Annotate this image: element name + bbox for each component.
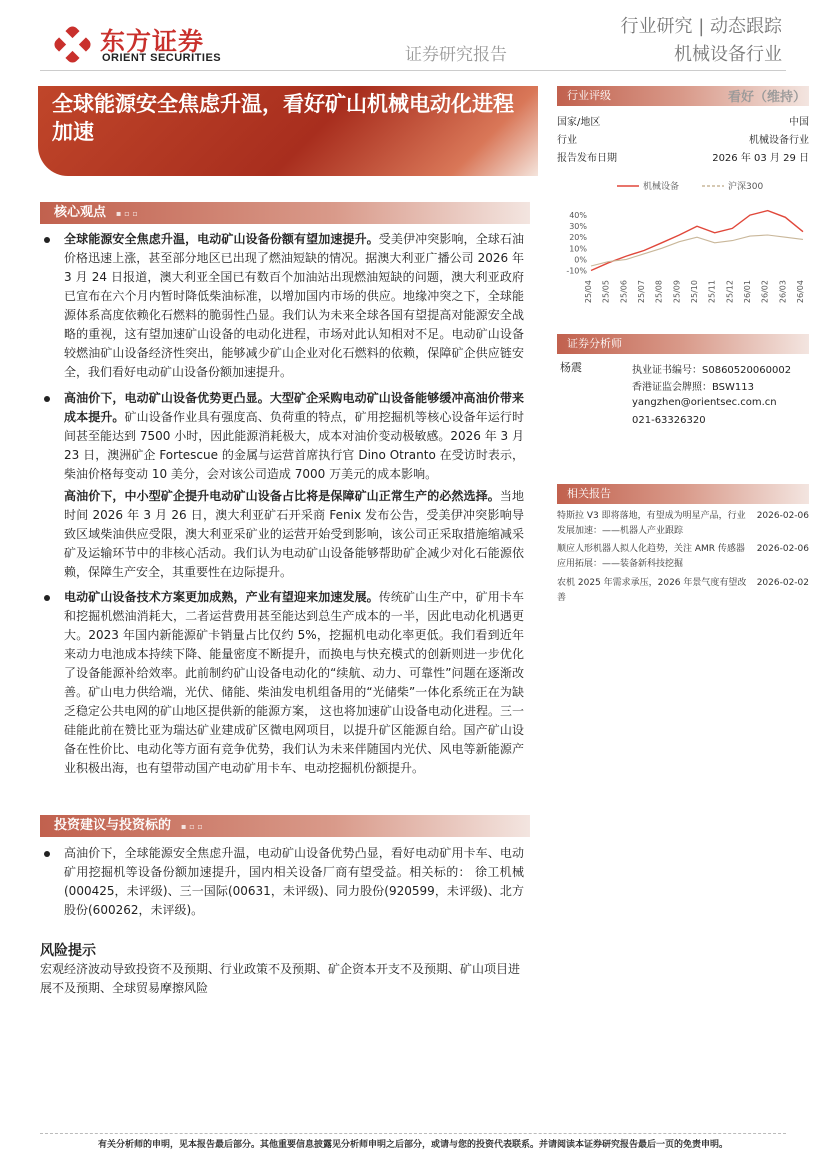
footer-disclaimer: 有关分析师的申明，见本报告最后部分。其他重要信息披露见分析师申明之后部分，或请与您的投资代表联系。并请阅读本证券研究报告最后一页的免责申明。 [97,1140,728,1150]
x-tick-label: 25/04 [584,280,593,304]
x-tick-label: 25/12 [725,280,735,304]
related-report-item[interactable] [557,576,809,606]
y-tick-label: 30% [569,222,587,232]
info-row-region [557,113,809,128]
series-line-hs300 [591,235,803,266]
info-value: 机械设备行业 [749,135,809,146]
report-title: 全球能源安全焦虑升温，看好矿山机械电动化进程加速 [52,92,514,144]
related-report-item[interactable] [557,542,809,572]
info-value: 中国 [789,117,809,128]
viewpoint-2-body: 矿山设备作业具有强度高、负荷重的特点，矿用挖掘机等核心设备年运行时间甚至能达到 7500 小时，因此能源消耗极大，成本对油价变动极敏感。2026 年 3 月 23 日，澳洲矿企 Fortescue 的金属与运营首席执行官 Dino Otranto 在受访时表示，柴油价格每变动 10 美分，会对该公司造成 7000 万美元的成本影响。 [64,410,524,481]
bullet-icon [44,396,50,402]
viewpoint-3-heading: 电动矿山设备技术方案更加成熟，产业有望迎来加速发展。 [64,590,379,604]
viewpoint-paragraph-2b [64,487,524,587]
legend-label: 机械设备 [643,182,680,192]
industry-rating: 看好（维持） [727,90,806,105]
related-report-date: 2026-02-06 [756,511,809,521]
related-label: 相关报告 [567,487,611,500]
analyst-label: 证券分析师 [567,337,622,350]
risk-text: 宏观经济波动导致投资不及预期、行业政策不及预期、矿企资本开支不及预期、矿山项目进展不及预期、全球贸易摩擦风险 [40,962,521,995]
brand-name: 东方证券 [100,27,205,56]
related-reports-bar [557,484,809,504]
x-tick-label: 25/07 [637,280,646,304]
x-tick-label: 26/03 [778,280,788,304]
related-report-item[interactable] [557,509,809,539]
section-label: 投资建议与投资标的 [54,818,172,833]
industry-name: 机械设备行业 [674,44,782,65]
footer-divider [40,1133,786,1134]
y-tick-label: -10% [566,266,587,276]
info-key: 行业 [557,135,577,146]
section-core-viewpoints: 核心观点 ▪ ▫ ▫ [40,202,530,224]
related-report-date: 2026-02-06 [756,544,809,554]
info-row-industry [557,131,809,146]
y-tick-label: 40% [569,211,587,221]
analyst-hk-license: 香港证监会牌照：BSW113 [632,382,755,393]
investment-paragraph: 高油价下，全球能源安全焦虑升温，电动矿山设备优势凸显，看好电动矿用卡车、电动矿用挖掘机等设备份额加速提升，国内相关设备厂商有望受益。相关标的： 徐工机械(000425，未评级)、三一国际(00631，未评级)、同力股份(920599，未评级)、北方股份(600262，未评级)。 [64,846,524,917]
x-tick-label: 26/02 [760,280,770,304]
analyst-license: 执业证书编号：S0860520060002 [632,365,792,376]
viewpoint-1-body: 受美伊冲突影响，全球石油价格迅速上涨，甚至部分地区已出现了燃油短缺的情况。据澳大利亚广播公司 2026 年 3 月 24 日报道，澳大利亚全国已有数百个加油站出现燃油短缺的问题，澳大利亚政府已宣布在六个月内暂时降低柴油标准，以增加国内市场的供应。地缘冲突之下，全球能源体系高度依赖化石燃料的脆弱性凸显。我们认为未来全球各国有望提高对能源安全战略的重视，这有望加速矿山设备的电动化进程，市场对此认知相对不足。电动矿山设备较燃油矿山设备经济性突出，能够减少矿山企业对化石燃料的依赖，保障矿企供应链安全，我们看好电动矿山设备份额加速提升。 [64,232,524,379]
brand-name-en: ORIENT SECURITIES [102,52,222,64]
analyst-name: 杨震 [560,361,582,374]
viewpoint-paragraph-1 [64,230,524,386]
related-report-date: 2026-02-02 [756,578,809,588]
rating-label: 行业评级 [567,89,611,102]
bullet-icon [44,851,50,857]
viewpoint-paragraph-3 [64,588,524,800]
info-key: 国家/地区 [557,117,601,128]
related-report-title[interactable]: 顺应人形机器人拟人化趋势，关注 AMR 传感器应用拓展：——装备新科技挖掘 [557,544,745,569]
analyst-bar [557,334,809,354]
analyst-email[interactable]: yangzhen@orientsec.com.cn [632,397,777,408]
bullet-icon [44,237,50,243]
series-line-machinery [591,211,803,271]
section-label: 核心观点 [54,205,107,220]
viewpoint-3-body: 传统矿山生产中，矿用卡车和挖掘机燃油消耗大，二者运营费用甚至能达到总生产成本的一半，因此电动化机遇更大。2023 年国内新能源矿卡销量占比仅约 5%，挖掘机电动化率更低。我们看到近年来动力电池成本持续下降、能量密度不断提升，而换电与快充模式的创新则进一步优化了设备能源补给效率。此前制约矿山设备电动化的“续航、动力、可靠性”问题在逐渐改善。矿山电力供给端，光伏、储能、柴油发电机组备用的“光储柴”一体化系统正在为缺乏稳定公共电网的矿山地区提供新的能源方案， 这也将加速矿山设备电动化进程。三一硅能此前在赞比亚为瑞达矿业建成矿区微电网项目，以提升矿区能源自给。国产矿山设备在性价比、电动化等方面有竞争优势，我们认为未来伴随国内光伏、风电等新能源产业积极出海，也有望带动国产电动矿用卡车、电动挖掘机份额提升。 [64,590,524,775]
legend-label: 沪深300 [728,182,764,192]
related-report-title[interactable]: 农机 2025 年需求承压，2026 年景气度有望改善 [557,578,747,603]
bullet-icon [44,595,50,601]
x-tick-label: 26/01 [743,280,752,304]
x-tick-label: 25/08 [654,280,664,304]
section-investment: 投资建议与投资标的 ▪ ▫ ▫ [40,815,530,837]
y-tick-label: 20% [569,233,587,243]
x-tick-label: 26/04 [796,280,805,304]
risk-title: 风险提示 [40,943,96,959]
info-row-date [557,149,809,164]
x-tick-label: 25/06 [619,280,629,304]
viewpoint-2-heading: 高油价下，电动矿山设备优势更凸显。大型矿企采购电动矿山设备能够缓冲高油价带来成本提升。 [64,391,524,424]
related-report-title[interactable]: 特斯拉 V3 即将落地，有望成为明星产品，行业发展加速：——机器人产业跟踪 [557,511,746,536]
analyst-phone: 021-63326320 [632,415,706,426]
company-logo [50,22,95,67]
viewpoint-1-heading: 全球能源安全焦虑升温，电动矿山设备份额有望加速提升。 [64,232,379,246]
x-tick-label: 25/11 [707,280,717,304]
viewpoint-2b-heading: 高油价下，中小型矿企提升电动矿山设备占比将是保障矿山正常生产的必然选择。 [64,489,500,503]
x-tick-label: 25/10 [690,280,699,304]
report-category: 行业研究 | 动态跟踪 [620,16,782,37]
info-value: 2026 年 03 月 29 日 [712,153,809,164]
viewpoint-paragraph-2 [64,389,524,489]
report-type: 证券研究报告 [405,45,507,65]
x-tick-label: 25/09 [672,280,682,304]
header-divider [40,70,786,71]
viewpoint-2b-body: 当地时间 2026 年 3 月 26 日，澳大利亚矿石开采商 Fenix 发布公告，受美伊冲突影响导致区域柴油供应受限，澳大利亚采矿业的运营开始受到影响，该公司正采取措施缩减采矿及运输环节中的非核心活动。我们认为电动矿山设备能够帮助矿企减少对化石能源依赖，保障生产安全，其重要性在边际提升。 [64,489,524,579]
y-tick-label: 0% [574,255,587,265]
performance-chart [557,176,809,326]
x-tick-label: 25/05 [601,280,611,304]
y-tick-label: 10% [569,244,587,254]
info-key: 报告发布日期 [557,153,617,164]
